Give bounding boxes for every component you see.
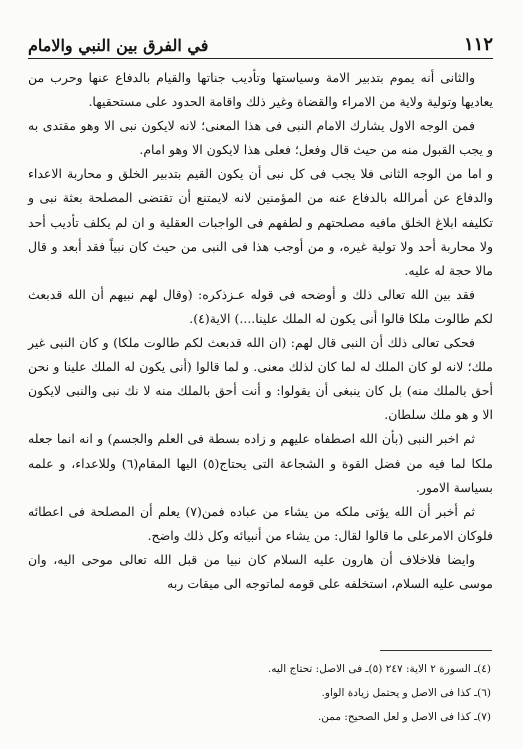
footnote-separator: [380, 650, 492, 651]
paragraph: ثم اخبر النبى (بأن الله اصطفاه عليهم و زاده بسطة فى العلم والجسم) و انه انما جعله ملكا لما فيه من فضل القوة و الشجاعة التى يحتاج(٥) اليها المقام(٦) وللاعداء، و علمه بسياسة الامور.: [28, 431, 493, 495]
paragraph: ثم أخبر أن الله يؤتى ملكه من يشاء من عباده فمن(٧) يعلم أن المصلحة فى اعطائه فلوكان الامرعلى ما قالوا لقال: من يشاء من أنبيائه وكل ذلك واضح.: [28, 503, 493, 543]
paragraph: و اما من الوجه الثانى فلا يجب فى كل نبى أن يكون القيم بتدبير الخلق و محاربة الاعداء والدفاع عن أمرالله بالدفاع عنه من المؤمنين لانه لايمتنع أن تقتضى المصلحة بعثة نبى و تكليفه ابلاغ الخلق مافيه مصلحتهم و لطفهم فى الواجبات العقلية و ان لم يكلف تأديب أحد ولا محاربة أحد ولا تولية غيره، و من أوجب هذا فى النبى من حيث كان نبياً فقد أبعد و قال مالا حجة له عليه.: [28, 166, 493, 278]
footnote: (٦)ـ كذا فى الاصل و يحتمل زيادة الواو.: [321, 687, 491, 699]
paragraph: فقد بين الله تعالى ذلك و أوضحه فى قوله عـزذكره: (وقال لهم نبيهم أن الله قدبعث لكم طالوت ملكا قالوا أنى يكون له الملك علينا....) الاية(٤).: [28, 286, 493, 326]
paragraph: والثانى أنه يموم بتدبير الامة وسياستها وتأديب جناتها والقيام بالدفاع عنها وحرب من يعاديها وتولية ولاية من الامراء والقضاة وغير ذلك واقامة الحدود على مستحقيها.: [28, 70, 493, 110]
footnotes: [120, 657, 491, 729]
footnote: (٤)ـ السورة ٢ الاية: ٢٤٧ (٥)ـ فى الاصل: تحتاج اليه.: [267, 663, 491, 675]
page-number: ١١٢: [463, 34, 493, 55]
footnote: (٧)ـ كذا فى الاصل و لعل الصحيح: ممن.: [317, 711, 491, 723]
paragraph: وايضا فلاخلاف أن هارون عليه السلام كان نبيا من قبل الله تعالى موحى اليه، وان موسى عليه السلام، استخلفه على قومه لماتوجه الى ميقات ربه: [28, 551, 493, 591]
page-header: [28, 24, 493, 59]
paragraph: فحكى تعالى ذلك أن النبى قال لهم: (ان الله قدبعث لكم طالوت ملكا) و كان النبى غير ملك؛ لانه لو كان الملك له لما كان لذلك معنى. و لما قالوا (أنى يكون له الملك علينا و نحن أحق بالملك منه) بل كان ينبغى أن يقولوا: و أنت أحق بالملك منه لا نك نبى والنبى لايكون الا و هو ملك سلطان.: [28, 335, 493, 423]
paragraph: فمن الوجه الاول يشارك الامام النبى فى هذا المعنى؛ لانه لايكون نبى الا وهو مقتدى به و يجب القبول منه من حيث قال وفعل؛ فعلى هذا لايكون الا وهو امام.: [28, 118, 493, 158]
running-title: في الفرق بين النبي والامام: [28, 36, 209, 55]
body-text: [28, 66, 493, 596]
